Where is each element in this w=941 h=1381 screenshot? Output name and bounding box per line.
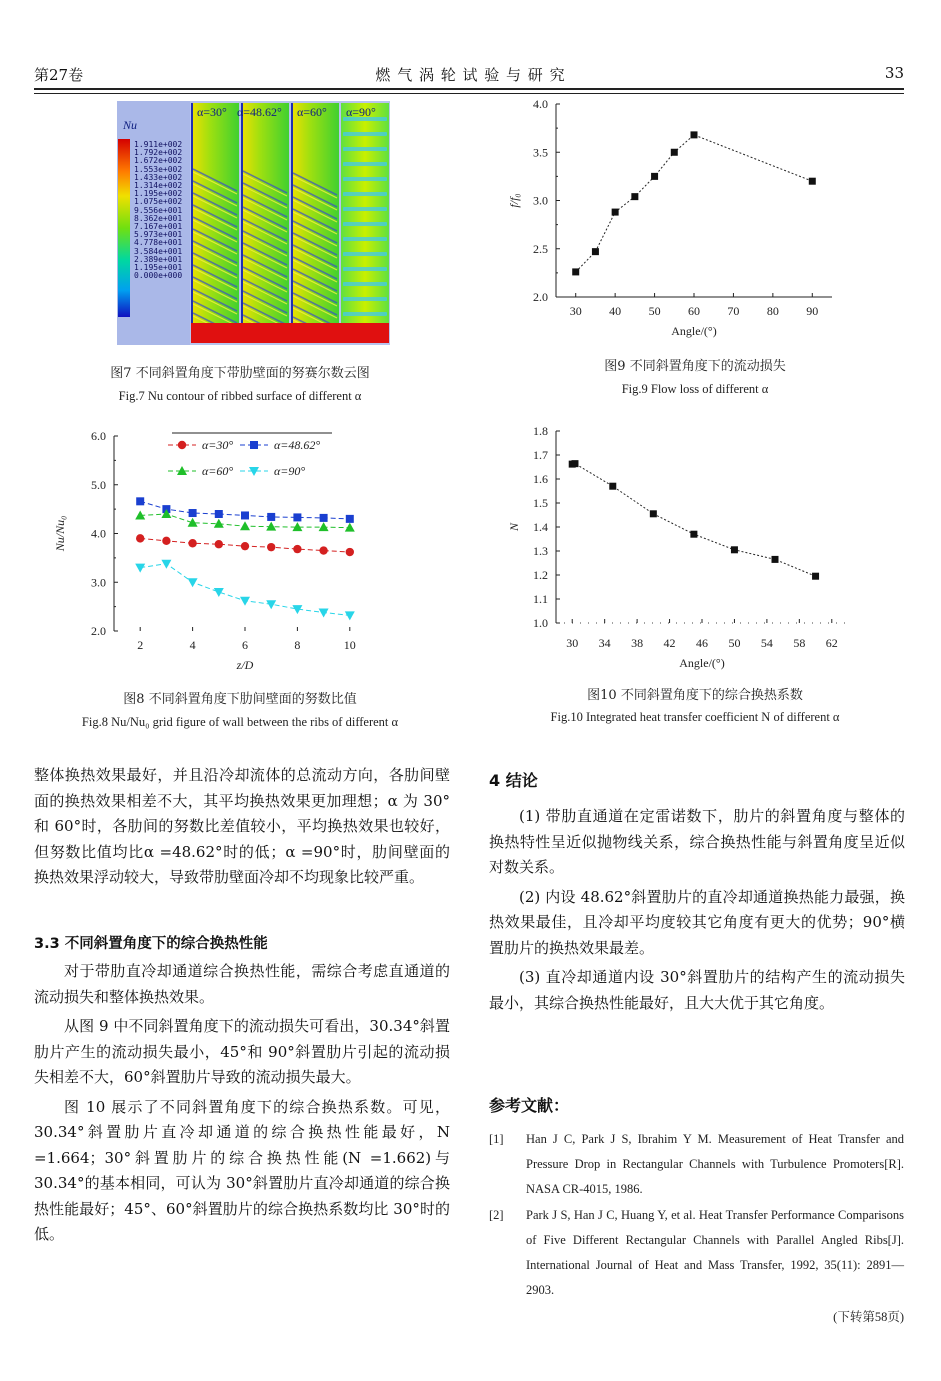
- fig7-label-60: α=60°: [297, 105, 327, 119]
- conclusion-1: (1) 带肋直通道在定雷诺数下，肋片的斜置角度与整体的换热特性呈近似抛物线关系，综合换热性能与斜置角度呈近似对数关系。: [489, 807, 905, 876]
- ref-1-number: [1]: [489, 1132, 504, 1146]
- rib-stripe: [343, 162, 387, 166]
- x-tick-label: 30: [566, 636, 579, 650]
- fig7-caption-cn: 图7 不同斜置角度下带肋壁面的努赛尔数云图: [110, 366, 370, 381]
- y-axis-label: N: [507, 522, 521, 532]
- y-tick-label: 6.0: [91, 429, 106, 443]
- legend-marker: [250, 441, 258, 449]
- series-line: [140, 564, 350, 616]
- x-tick-label: 40: [609, 304, 622, 318]
- right-column: [489, 804, 905, 1016]
- x-tick-label: 60: [688, 304, 700, 318]
- x-tick-label: 70: [727, 304, 740, 318]
- data-point: [612, 209, 619, 216]
- x-tick-label: 62: [825, 636, 838, 650]
- fig7-caption-en: Fig.7 Nu contour of ribbed surface of different α: [118, 389, 362, 403]
- y-tick-label: 4.0: [533, 97, 548, 111]
- colorbar-value: 9.556e+001: [134, 205, 183, 215]
- legend-label: α=30°: [202, 438, 234, 452]
- data-point: [215, 510, 223, 518]
- fig7-label-30: α=30°: [197, 105, 227, 119]
- ref-2: Park J S, Han J C, Huang Y, et al. Heat Transfer Performance Comparisons of Five Different Rectangular Channels with Parallel Angled Ribs[J]. International Journal of Heat and Mass Transfer, 1992, 35(11): 2891—2903.: [526, 1208, 904, 1297]
- data-point: [162, 537, 170, 545]
- data-point: [240, 521, 250, 530]
- conclusion-2: (2) 内设 48.62°斜置肋片的直冷却通道换热能力最强，换热效果最佳，且冷却平均度较其它角度有更大的优势；90°横置肋片的换热效果最差。: [489, 887, 905, 957]
- rib-stripe: [343, 267, 387, 271]
- data-point: [241, 511, 249, 519]
- x-tick-label: 58: [793, 636, 806, 650]
- fig8-chart: [50, 424, 370, 680]
- paragraph: 整体换热效果最好，并且沿冷却流体的总流动方向，各肋间壁面的换热效果相差不大，其平均换热效果更加理想；α 为 30°和 60°时，各肋间的努数比差值较小，平均换热效果也较好，但努数比值均比α =48.62°时的低；α =90°时，肋间壁面的换热效果浮动较大，导致带肋壁面冷却不均现象比较严重。: [34, 766, 450, 886]
- fig10-caption-cn: 图10 不同斜置角度下的综合换热系数: [587, 688, 803, 703]
- y-tick-label: 1.0: [533, 616, 548, 630]
- x-tick-label: 42: [663, 636, 676, 650]
- data-point: [293, 545, 301, 553]
- colorbar-value: 1.195e+001: [134, 263, 183, 273]
- rib-stripe: [343, 147, 387, 151]
- rib-stripe: [343, 132, 387, 136]
- data-point: [650, 510, 657, 517]
- data-point: [136, 497, 144, 505]
- x-tick-label: 8: [294, 638, 301, 652]
- fig9-chart: [498, 94, 838, 346]
- fig9-caption-en: Fig.9 Flow loss of different α: [621, 382, 769, 396]
- data-point: [572, 268, 579, 275]
- colorbar-value: 1.314e+002: [134, 181, 183, 191]
- panel-border: [241, 103, 243, 343]
- colorbar-value: 7.167e+001: [134, 222, 183, 232]
- data-point: [571, 460, 578, 467]
- x-tick-label: 10: [343, 638, 356, 652]
- data-point: [772, 556, 779, 563]
- fig7-label-48: α=48.62°: [237, 105, 282, 119]
- y-tick-label: 1.2: [533, 568, 548, 582]
- fig7-label-90: α=90°: [346, 105, 376, 119]
- data-point: [135, 564, 145, 573]
- colorbar-value: 1.433e+002: [134, 172, 183, 182]
- rib-stripe: [343, 297, 387, 301]
- data-point: [293, 513, 301, 521]
- conclusion-3: (3) 直冷却通道内设 30°斜置肋片的结构产生的流动损失最小，其综合换热性能最好，且大大优于其它角度。: [489, 968, 905, 1012]
- data-point: [809, 178, 816, 185]
- data-point: [319, 608, 329, 617]
- data-point: [188, 578, 198, 587]
- x-tick-label: 30: [569, 304, 582, 318]
- data-point: [241, 542, 249, 550]
- y-tick-label: 4.0: [91, 526, 106, 541]
- references-heading: 参考文献：: [489, 1096, 570, 1115]
- y-tick-label: 1.4: [533, 520, 548, 534]
- continued-note: (下转第58页): [833, 1310, 904, 1324]
- data-point: [346, 515, 354, 523]
- data-point: [188, 518, 198, 527]
- x-tick-label: 34: [598, 636, 611, 650]
- journal-title: 燃 气 涡 轮 试 验 与 研 究: [375, 66, 566, 84]
- data-point: [691, 131, 698, 138]
- data-point: [592, 248, 599, 255]
- fig8-caption-cn: 图8 不同斜置角度下肋间壁面的努数比值: [123, 692, 357, 707]
- x-tick-label: 50: [728, 636, 741, 650]
- x-tick-label: 2: [137, 638, 144, 652]
- data-point: [731, 546, 738, 553]
- rib-stripe: [343, 207, 387, 211]
- y-tick-label: 1.6: [533, 472, 548, 486]
- x-tick-label: 4: [189, 638, 196, 652]
- data-point: [161, 560, 171, 569]
- fig10-chart: [498, 420, 858, 672]
- data-point: [631, 193, 638, 200]
- legend-marker: [178, 441, 186, 449]
- y-tick-label: 1.7: [533, 448, 548, 462]
- panel-border: [291, 103, 293, 343]
- colorbar-value: 1.672e+002: [134, 156, 183, 166]
- data-point: [346, 548, 354, 556]
- y-tick-label: 2.0: [533, 290, 548, 304]
- rib-stripe: [343, 192, 387, 196]
- rib-stripe: [343, 312, 387, 316]
- fig8-caption-en: Fig.8 Nu/Nu₀ grid figure of wall between the ribs of different α: [81, 715, 399, 729]
- data-point: [651, 173, 658, 180]
- y-tick-label: 2.5: [533, 241, 548, 256]
- x-tick-label: 50: [648, 304, 661, 318]
- colorbar-value: 1.911e+002: [134, 140, 183, 149]
- y-axis-label: Nu/Nu₀: [53, 515, 67, 552]
- legend-label: α=48.62°: [274, 438, 321, 452]
- data-point: [319, 522, 329, 531]
- data-point: [189, 509, 197, 517]
- data-point: [345, 523, 355, 532]
- fig7-legend-values: [134, 141, 194, 280]
- x-tick-label: 80: [766, 304, 779, 318]
- data-point: [136, 534, 144, 542]
- fig7-legend-title: Nu: [123, 118, 138, 132]
- section-4-heading: 4 结论: [489, 771, 538, 790]
- y-tick-label: 5.0: [91, 477, 106, 492]
- rib-stripe: [343, 252, 387, 256]
- x-tick-label: 54: [760, 636, 773, 650]
- header-rule: [34, 88, 904, 90]
- fig10-caption-en: Fig.10 Integrated heat transfer coefficient N of different α: [550, 710, 840, 724]
- colorbar-value: 2.389e+001: [134, 254, 183, 264]
- colorbar-value: 1.075e+002: [134, 197, 183, 207]
- volume-label: 第27卷: [34, 66, 84, 84]
- colorbar-value: 1.553e+002: [134, 164, 183, 174]
- rib-stripe: [343, 237, 387, 241]
- rib-stripe: [343, 222, 387, 226]
- data-point: [240, 597, 250, 606]
- series-line: [576, 135, 813, 272]
- x-tick-label: 38: [631, 636, 644, 650]
- ref-1: Han J C, Park J S, Ibrahim Y M. Measurement of Heat Transfer and Pressure Drop in Rectangular Channels with Turbulence Promoters[R]. NASA CR-4015, 1986.: [526, 1132, 904, 1196]
- data-point: [812, 573, 819, 580]
- colorbar-value: 5.973e+001: [134, 230, 183, 240]
- colorbar-value: 1.195e+002: [134, 189, 183, 199]
- paragraph: 图 10 展示了不同斜置角度下的综合换热系数。可见，30.34°斜置肋片直冷却通道的综合换热性能最好，N =1.664；30°斜置肋片的综合换热性能(N =1.662)与 30.34°的基本相同，可认为 30°斜置肋片直冷却通道的综合换热性能最好；45°、60°斜置肋片的综合换热系数均比 30°时的低。: [34, 1097, 450, 1243]
- left-column-2: [34, 959, 450, 1248]
- rib-stripe: [343, 282, 387, 286]
- y-tick-label: 2.0: [91, 624, 106, 638]
- x-axis-label: z/D: [236, 658, 254, 672]
- page-number: 33: [884, 64, 904, 82]
- colorbar-value: 4.778e+001: [134, 238, 183, 248]
- y-tick-label: 3.0: [91, 575, 106, 590]
- x-tick-label: 6: [242, 638, 248, 652]
- y-axis-label: f/f₀: [507, 193, 521, 208]
- paragraph: 对于带肋直冷却通道综合换热性能，需综合考虑直通道的流动损失和整体换热效果。: [34, 962, 450, 1006]
- series-line: [572, 464, 815, 577]
- data-point: [188, 539, 196, 547]
- paragraph: 从图 9 中不同斜置角度下的流动损失可看出，30.34°斜置肋片产生的流动损失最小，45°和 90°斜置肋片引起的流动损失相差不大，60°斜置肋片导致的流动损失最大。: [34, 1017, 450, 1086]
- data-point: [609, 483, 616, 490]
- y-tick-label: 3.5: [533, 145, 548, 160]
- y-tick-label: 1.1: [533, 592, 548, 606]
- x-tick-label: 46: [696, 636, 708, 650]
- data-point: [319, 546, 327, 554]
- legend-label: α=90°: [274, 464, 306, 478]
- data-point: [320, 514, 328, 522]
- y-tick-label: 1.8: [533, 424, 548, 438]
- colorbar-value: 3.584e+001: [134, 246, 183, 256]
- colorbar-value: 8.362e+001: [134, 213, 183, 223]
- data-point: [267, 543, 275, 551]
- x-axis-label: Angle/(°): [671, 324, 717, 338]
- data-point: [690, 531, 697, 538]
- colorbar-value: 0.000e+000: [134, 271, 183, 281]
- data-point: [671, 149, 678, 156]
- fig9-caption-cn: 图9 不同斜置角度下的流动损失: [604, 359, 786, 374]
- ref-2-number: [2]: [489, 1208, 504, 1222]
- data-point: [267, 513, 275, 521]
- left-column: [34, 763, 450, 891]
- colorbar-value: 1.792e+002: [134, 148, 183, 158]
- x-axis-label: Angle/(°): [679, 656, 725, 670]
- legend-label: α=60°: [202, 464, 234, 478]
- data-point: [214, 588, 224, 597]
- x-tick-label: 90: [806, 304, 819, 318]
- y-tick-label: 1.3: [533, 544, 548, 558]
- y-tick-label: 3.0: [533, 193, 548, 208]
- y-tick-label: 1.5: [533, 496, 548, 510]
- section-3-3-heading: 3.3 不同斜置角度下的综合换热性能: [34, 936, 268, 952]
- data-point: [345, 611, 355, 620]
- data-point: [215, 540, 223, 548]
- rib-stripe: [343, 177, 387, 181]
